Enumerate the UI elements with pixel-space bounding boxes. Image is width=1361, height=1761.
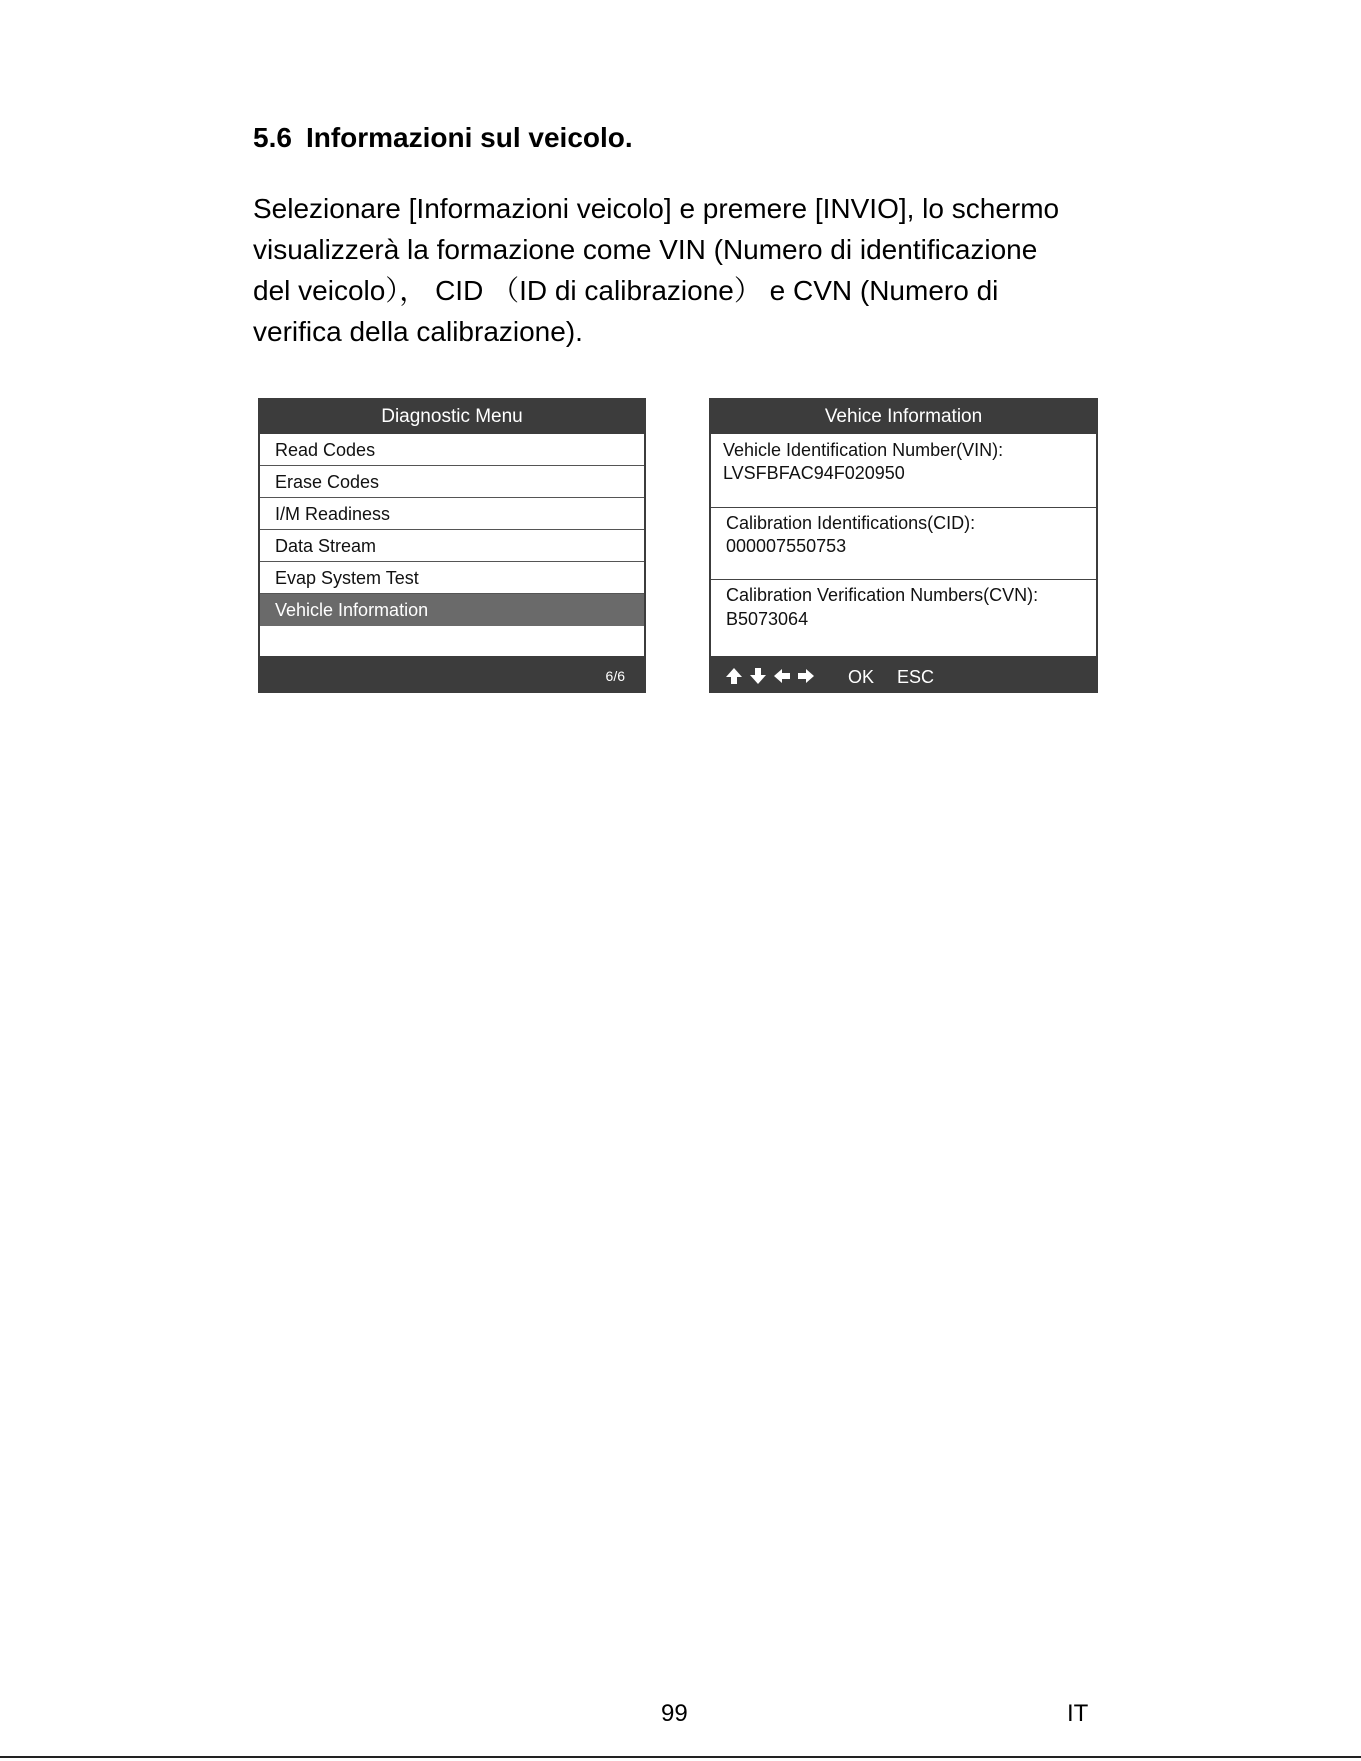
cid-value: 000007550753 bbox=[726, 536, 847, 556]
diagnostic-menu-list bbox=[260, 434, 644, 656]
section-heading bbox=[253, 122, 633, 154]
menu-item-evap-system-test[interactable]: Evap System Test bbox=[260, 562, 644, 594]
divider bbox=[711, 579, 1096, 580]
cvn-block bbox=[726, 584, 1088, 631]
cvn-label: Calibration Verification Numbers(CVN): bbox=[726, 585, 1039, 605]
cid-label: Calibration Identifications(CID): bbox=[726, 513, 976, 533]
vehicle-info-body bbox=[711, 434, 1096, 656]
arrow-down-icon bbox=[749, 666, 767, 686]
divider bbox=[711, 507, 1096, 508]
paragraph-line: Selezionare [Informazioni veicolo] e premere [INVIO], lo schermo bbox=[253, 193, 1060, 224]
arrow-up-icon bbox=[725, 666, 743, 686]
bottom-rule bbox=[0, 1756, 1361, 1758]
arrow-right-icon bbox=[797, 666, 815, 686]
vin-value: LVSFBFAC94F020950 bbox=[723, 463, 905, 483]
diagnostic-menu-title: Diagnostic Menu bbox=[381, 406, 523, 427]
cvn-value: B5073064 bbox=[726, 609, 809, 629]
paragraph-line: visualizzerà la formazione come VIN (Numero di identificazione bbox=[253, 234, 1038, 265]
arrow-left-icon bbox=[773, 666, 791, 686]
section-number: 5.6 bbox=[253, 122, 292, 153]
menu-item-erase-codes[interactable]: Erase Codes bbox=[260, 466, 644, 498]
menu-item-im-readiness[interactable]: I/M Readiness bbox=[260, 498, 644, 530]
vin-label: Vehicle Identification Number(VIN): bbox=[723, 440, 1004, 460]
page-indicator: 6/6 bbox=[605, 668, 625, 684]
menu-item-data-stream[interactable]: Data Stream bbox=[260, 530, 644, 562]
paragraph-line: del veicolo）， CID （ID di calibrazione） e CVN (Numero di bbox=[253, 275, 999, 306]
language-code: IT bbox=[1067, 1700, 1089, 1727]
paragraph-line: verifica della calibrazione). bbox=[253, 316, 583, 347]
page-number: 99 bbox=[661, 1700, 688, 1727]
menu-item-read-codes[interactable]: Read Codes bbox=[260, 434, 644, 466]
vehicle-info-screen bbox=[709, 398, 1098, 693]
cid-block bbox=[726, 512, 1088, 558]
esc-key-label: ESC bbox=[897, 667, 935, 687]
vehicle-info-footer bbox=[709, 659, 1098, 693]
navigation-keys bbox=[725, 666, 815, 686]
diagnostic-menu-screen bbox=[258, 398, 646, 693]
section-title: Informazioni sul veicolo. bbox=[305, 122, 633, 153]
intro-paragraph bbox=[253, 188, 1123, 352]
vehicle-info-title: Vehice Information bbox=[824, 406, 983, 427]
vin-block bbox=[723, 439, 1088, 485]
menu-item-vehicle-information[interactable]: Vehicle Information bbox=[260, 594, 644, 626]
diagnostic-menu-footer bbox=[258, 659, 646, 693]
ok-key-label: OK bbox=[848, 667, 875, 687]
